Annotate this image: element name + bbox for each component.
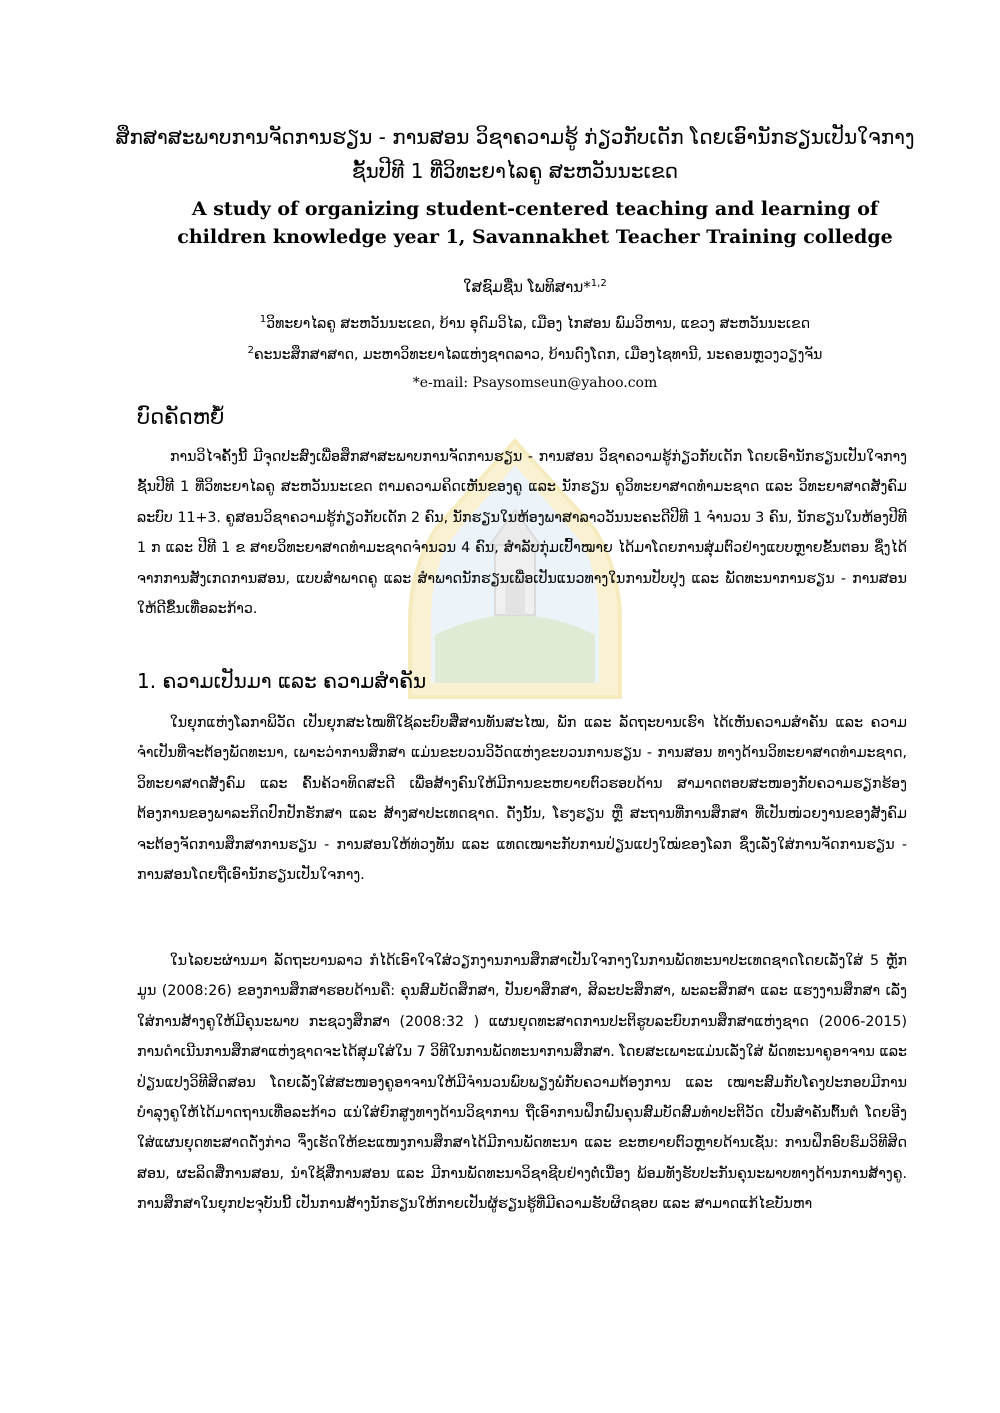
author-line bbox=[150, 275, 920, 299]
abstract-text: ການວິໄຈຄັ້ງນີ້ ມີຈຸດປະສົງເພື່ອສຶກສາສະພາບການຈັດການຮຽນ - ການສອນ ວິຊາຄວາມຮູ້ກ່ຽວກັບເດັກ ໂດຍເອົານັກຮຽນເປັນໃຈກາງ ຊັ້ນປີທີ 1 ທີ່ວິທະຍາໄລຄູ ສະຫວັນນະເຂດ ຕາມຄວາມຄິດເຫັນຂອງຄູ ແລະ ນັກຮຽນ ຄູວິທະຍາສາດທຳມະຊາດ ແລະ ວິທະຍາສາດສັງຄົມ ລະບົບ 11+3. ຄູສອນວິຊາຄວາມຮູ້ກ່ຽວກັບເດັກ 2 ຄົນ, ນັກຮຽນໃນຫ້ອງພາສາລາວວັນນະຄະດີປີທີ 1 ຈຳນວນ 3 ຄົນ, ນັກຮຽນໃນຫ້ອງປີທີ 1 ກ ແລະ ປີທີ 1 ຂ ສາຍວິທະຍາສາດທຳມະຊາດຈຳນວນ 4 ຄົນ, ສຳລັບກຸ່ມເປົ້າໝາຍ ໄດ້ມາໂດຍການສຸ່ມຕົວຢ່າງແບບຫຼາຍຂັ້ນຕອນ ຊຶ່ງໄດ້ຈາກການສັງເກດການສອນ, ແບບສຳພາດຄູ ແລະ ສຳພາດນັກຮຽນເພື່ອເປັນແນວທາງໃນການປັບປຸງ ແລະ ພັດທະນາການຮຽນ - ການສອນ ໃຫ້ດີຂຶ້ນເທື່ອລະກ້າວ. bbox=[137, 449, 907, 618]
affiliation-mark: 1 bbox=[259, 314, 267, 325]
abstract-heading: ບົດຄັດຫຍໍ້ bbox=[137, 405, 225, 429]
section-1-heading: 1. ຄວາມເປັນມາ ແລະ ຄວາມສຳຄັນ bbox=[137, 669, 427, 693]
author-superscript: 1,2 bbox=[590, 278, 607, 289]
title-lao: ສຶກສາສະພາບການຈັດການຮຽນ - ການສອນ ວິຊາຄວາມຮູ້ ກ່ຽວກັບເດັກ ໂດຍເອົານັກຮຽນເປັນໃຈກາງ ຊັ້ນປີທີ 1 ທີ່ວິທະຍາໄລຄູ ສະຫວັນນະເຂດ bbox=[115, 125, 915, 183]
affiliation-mark: 2 bbox=[247, 345, 255, 356]
author-name: ໃສຊົມຊື່ນ ໂພທິສານ* bbox=[463, 278, 591, 296]
section-1-paragraph-2: ໃນໄລຍະຜ່ານມາ ລັດຖະບານລາວ ກໍໄດ້ເອົາໃຈໃສ່ວຽກງານການສຶກສາເປັນໃຈກາງໃນການພັດທະນາປະເທດຊາດໂດຍເລັ່ງໃສ່ 5 ຫຼັກມູນ (2008:26) ຂອງການສຶກສາຮອບດ້ານຄື: ຄຸນສົມບັດສຶກສາ, ປັນຍາສຶກສາ, ສິລະປະສຶກສາ, ພະລະສຶກສາ ແລະ ແຮງງານສຶກສາ ເລັ່ງໃສ່ການສ້າງຄູໃຫ້ມີຄຸນະພາບ ກະຊວງສຶກສາ (2008:32 ) ແຜນຍຸດທະສາດການປະຕິຮູບລະບົບການສຶກສາແຫ່ງຊາດ (2006-2015) ການດຳເນີນການສຶກສາແຫ່ງຊາດຈະໄດ້ສຸມໃສ່ໃນ 7 ວິທີໃນການພັດທະນາການສຶກສາ. ໂດຍສະເພາະແມ່ນເລັ່ງໃສ່ ພັດທະນາຄູອາຈານ ແລະ ປ່ຽນແປງວິທີສິດສອນ ໂດຍເລັ່ງໃສ່ສະໜອງຄູອາຈານໃຫ້ມີຈຳນວນພົບພຽງພໍກັບຄວາມຕ້ອງການ ແລະ ເໝາະສົມກັບໂຄງປະກອບມີການບຳລຸງຄູໃຫ້ໄດ້ມາດຖານເທື່ອລະກ້າວ ແນ່ໃສ່ຍົກສູງທາງດ້ານວິຊາການ ຖືເອົາການຝຶກຝົນຄຸນສົມບັດສົມທຳປະຕິວັດ ເປັນສຳຄັນຕົ້ນຕໍ ໂດຍອີງໃສ່ແຜນຍຸດທະສາດດັ່ງກ່າວ ຈຶ່ງເຮັດໃຫ້ຂະແໜງການສຶກສາໄດ້ມີການພັດທະນາ ແລະ ຂະຫຍາຍຕົວຫຼາຍດ້ານເຊັ່ນ: ການຝຶກອົບຮົມວິທີສິດສອນ, ຜະລິດສື່ການສອນ, ນຳໃຊ້ສື່ການສອນ ແລະ ມີການພັດທະນາວິຊາຊີບຢ່າງຕໍ່ເນື່ອງ ພ້ອມທັງຮັບປະກັນຄຸນະພາບທາງດ້ານການສ້າງຄູ. ການສຶກສາໃນຍຸກປະຈຸບັນນີ້ ເປັນການສ້າງນັກຮຽນໃຫ້ກາຍເປັນຜູ້ຮຽນຮູ້ທີ່ມີຄວາມຮັບຜິດຊອບ ແລະ ສາມາດແກ້ໄຂບັນຫາ bbox=[137, 953, 907, 1213]
section-1-paragraph-1: ໃນຍຸກແຫ່ງໂລກາພິວັດ ເປັນຍຸກສະໄໝທີ່ໃຊ້ລະບົບສື່ສານທັນສະໄໝ, ພັກ ແລະ ລັດຖະບານເຮົາ ໄດ້ເຫັນຄວາມສຳຄັນ ແລະ ຄວາມຈຳເປັນທີ່ຈະຕ້ອງພັດທະນາ, ເພາະວ່າການສຶກສາ ແມ່ນຂະບວນວິວັດແຫ່ງຂະບວນການຮຽນ - ການສອນ ທາງດ້ານວິທະຍາສາດທຳມະຊາດ, ວິທະຍາສາດສັງຄົມ ແລະ ຄົ້ນຄ້ວາທິດສະດີ ເພື່ອສ້າງຄົນໃຫ້ມີການຂະຫຍາຍຕົວຮອບດ້ານ ສາມາດຕອບສະໜອງກັບຄວາມຮຽກຮ້ອງຕ້ອງການຂອງພາລະກິດປົກປັກຮັກສາ ແລະ ສ້າງສາປະເທດຊາດ. ດັ່ງນັ້ນ, ໂຮງຮຽນ ຫຼື ສະຖານທີ່ການສຶກສາ ທີ່ເປັນໜ່ວຍງານຂອງສັງຄົມຈະຕ້ອງຈັດການສຶກສາການຮຽນ - ການສອນໃຫ້ທ່ວງທັນ ແລະ ແທດເໝາະກັບການປ່ຽນແປງໃໝ່ຂອງໂລກ ຊຶ່ງເລັ່ງໃສ່ການຈັດການຮຽນ - ການສອນໂດຍຖືເອົານັກຮຽນເປັນໃຈກາງ. bbox=[137, 715, 907, 884]
affiliation-text: ວິທະຍາໄລຄູ ສະຫວັນນະເຂດ, ບ້ານ ອຸດົມວິໄລ, ເມືອງ ໄກສອນ ພົມວິຫານ, ແຂວງ ສະຫວັນນະເຂດ bbox=[266, 316, 811, 332]
title-english: A study of organizing student-centered teaching and learning of children knowledge year 1, Savannakhet Teacher Training colledge bbox=[177, 198, 893, 248]
affiliation-1 bbox=[130, 312, 940, 336]
affiliation-text: ຄະນະສຶກສາສາດ, ມະຫາວິທະຍາໄລແຫ່ງຊາດລາວ, ບ້ານດົງໂດກ, ເມືອງໄຊທານີ, ນະຄອນຫຼວງວຽງຈັນ bbox=[254, 347, 823, 363]
email-line: *e-mail: Psaysomseun@yahoo.com bbox=[412, 375, 658, 391]
affiliation-2 bbox=[130, 343, 940, 367]
